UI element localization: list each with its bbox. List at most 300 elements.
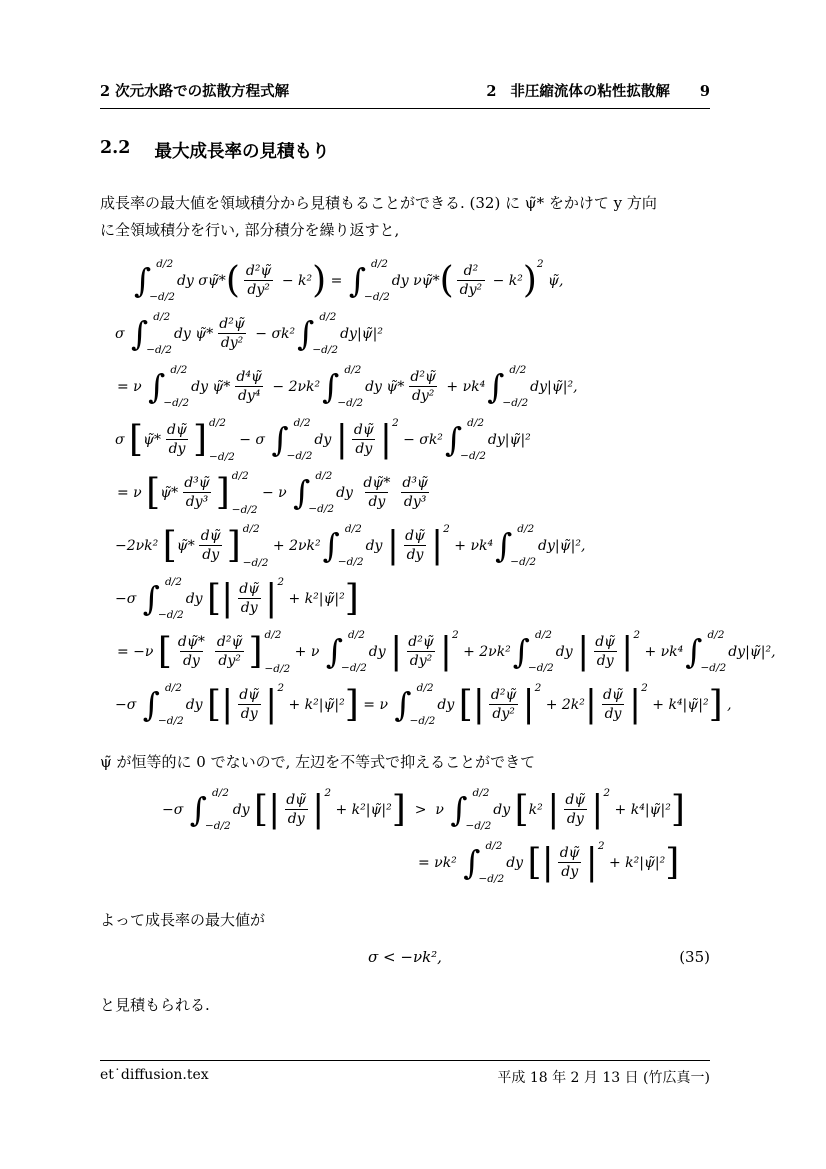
math-text: dy ψ̃* <box>173 325 214 342</box>
integral <box>131 310 172 358</box>
math-big-delimiter: ] <box>226 524 241 566</box>
math-big-delimiter: [ <box>162 524 177 566</box>
evaluation-upper-limit: d/2 <box>242 522 260 535</box>
integral-upper-limit: d/2 <box>517 522 535 535</box>
math-fraction <box>216 315 248 352</box>
math-text: dy <box>314 431 336 448</box>
integral <box>190 786 231 834</box>
math-big-delimiter: | <box>221 577 234 619</box>
integral-limits <box>528 628 554 675</box>
math-fraction <box>557 844 583 881</box>
integral-upper-limit: d/2 <box>156 257 174 270</box>
equation-line-8 <box>117 628 776 676</box>
math-big-delimiter: ( <box>225 259 240 301</box>
fraction-denominator: dy⁴ <box>235 386 263 405</box>
math-big-delimiter: ] <box>670 788 685 830</box>
intro-paragraph-line1: 成長率の最大値を領域積分から見積もることができる. (32) に ψ̃* をかけて y 方向 <box>100 194 657 212</box>
math-text: ψ̃* <box>143 431 162 448</box>
fraction-denominator: dy <box>558 862 581 881</box>
fraction-denominator: dy <box>180 651 203 670</box>
math-text: + 2νk² <box>268 537 321 554</box>
math-fraction <box>407 368 439 405</box>
header-left-title: 2 次元水路での拡散方程式解 <box>100 83 290 100</box>
integral-lower-limit: −d/2 <box>337 556 364 569</box>
math-fraction <box>399 474 431 511</box>
math-text: dy <box>185 590 208 607</box>
integral <box>445 416 486 464</box>
equation-line-9 <box>115 681 732 729</box>
fraction-numerator: dψ̃ <box>559 845 580 862</box>
integral <box>513 628 554 676</box>
math-text: dy <box>437 696 459 713</box>
integral-sign-icon: ∫ <box>685 632 703 672</box>
integral-limits <box>204 786 231 833</box>
integral-limits <box>460 416 486 463</box>
integral <box>297 310 338 358</box>
fraction-numerator: dψ̃ <box>239 686 260 703</box>
math-text: dy <box>185 696 208 713</box>
integral <box>323 522 364 570</box>
integral-sign-icon: ∫ <box>495 526 513 566</box>
integral <box>134 257 175 305</box>
math-superscript: 2 <box>597 839 605 852</box>
math-big-delimiter: ) <box>312 259 327 301</box>
integral <box>271 416 312 464</box>
math-text: dy|ψ̃|² <box>487 431 531 448</box>
integral-upper-limit: d/2 <box>535 628 552 641</box>
math-text: ψ̃* <box>176 537 195 554</box>
integral-upper-limit: d/2 <box>472 786 490 799</box>
math-superscript: 2 <box>534 681 542 694</box>
integral-sign-icon: ∫ <box>463 843 481 883</box>
equation-block <box>100 257 776 729</box>
fraction-denominator: dy <box>166 439 189 458</box>
math-big-delimiter: | <box>577 630 590 672</box>
fraction-denominator: dy³ <box>401 492 429 511</box>
fraction-denominator: dy² <box>218 333 246 352</box>
math-text: dy σψ̃* <box>176 272 226 289</box>
math-fraction <box>236 686 262 723</box>
fraction-numerator: d³ψ̃ <box>184 474 210 491</box>
math-text: = <box>326 272 347 289</box>
equation-35-body: σ < −νk², <box>368 948 442 967</box>
integral-sign-icon: ∫ <box>325 632 344 672</box>
math-text: − 2νk² <box>267 378 321 395</box>
math-big-delimiter: ] <box>344 683 359 725</box>
fraction-numerator: dψ̃* <box>177 633 205 650</box>
equation-35 <box>100 948 710 972</box>
integral-upper-limit: d/2 <box>509 363 527 376</box>
integral <box>685 628 726 676</box>
integral-lower-limit: −d/2 <box>146 344 172 357</box>
math-text: dy <box>493 801 515 818</box>
fraction-denominator: dy <box>404 545 427 564</box>
fraction-denominator: dy <box>602 704 625 723</box>
math-fraction <box>243 262 275 299</box>
inequality-line-1 <box>162 786 710 834</box>
math-text: − k² <box>488 272 523 289</box>
math-big-delimiter: | <box>584 683 598 725</box>
evaluation-lower-limit: −d/2 <box>231 503 258 516</box>
integral-upper-limit: d/2 <box>153 310 171 323</box>
integral-sign-icon: ∫ <box>487 367 505 407</box>
integral <box>349 257 390 305</box>
integral-upper-limit: d/2 <box>170 363 188 376</box>
integral-limits <box>149 257 175 304</box>
integral-limits <box>157 575 184 622</box>
math-big-delimiter: ) <box>522 259 537 301</box>
integral <box>322 363 363 411</box>
integral <box>143 681 184 729</box>
integral-lower-limit: −d/2 <box>510 556 537 569</box>
fraction-numerator: d³ψ̃ <box>402 474 428 491</box>
footer-filename: et˙diffusion.tex <box>100 1067 209 1083</box>
fraction-numerator: dψ̃ <box>200 527 221 544</box>
math-big-delimiter: ] <box>344 577 359 619</box>
fraction-denominator: dy <box>564 809 587 828</box>
integral-limits <box>502 363 529 410</box>
integral-upper-limit: d/2 <box>293 416 311 429</box>
integral-upper-limit: d/2 <box>416 681 434 694</box>
math-fraction <box>233 368 265 405</box>
math-big-delimiter: | <box>431 524 444 566</box>
integral-lower-limit: −d/2 <box>308 503 335 516</box>
integral-upper-limit: d/2 <box>707 628 725 641</box>
integral-limits <box>312 310 339 357</box>
math-big-delimiter: | <box>265 683 278 725</box>
math-big-delimiter: | <box>265 577 278 619</box>
math-text: + k⁴|ψ̃|² <box>610 801 671 818</box>
fraction-numerator: dψ̃ <box>603 686 623 703</box>
equation-line-3 <box>117 363 710 411</box>
math-big-delimiter: | <box>268 788 281 830</box>
integral <box>326 628 367 676</box>
section-number: 2.2 <box>100 138 131 158</box>
math-text: − σk² <box>250 325 296 342</box>
evaluation-lower-limit: −d/2 <box>242 556 269 569</box>
integral-upper-limit: d/2 <box>467 416 485 429</box>
math-text: + νk⁴ <box>441 378 486 395</box>
math-text: dy νψ̃* <box>391 272 440 289</box>
integral-sign-icon: ∫ <box>142 685 160 725</box>
math-fraction <box>351 421 377 458</box>
math-text: + νk⁴ <box>449 537 494 554</box>
math-text: σ <box>115 325 130 342</box>
math-big-delimiter: ] <box>215 471 230 513</box>
evaluation-upper-limit: d/2 <box>231 469 249 482</box>
integral-limits <box>337 522 364 569</box>
evaluation-limits <box>243 523 269 569</box>
integral-lower-limit: −d/2 <box>163 397 190 410</box>
math-text: − σ <box>234 431 270 448</box>
fraction-denominator: dy² <box>457 280 485 299</box>
integral-lower-limit: −d/2 <box>204 820 231 833</box>
fraction-numerator: d²ψ̃ <box>408 633 434 650</box>
integral-limits <box>510 522 537 569</box>
closing-paragraph: と見積もられる. <box>100 996 210 1015</box>
fraction-numerator: d²ψ̃ <box>219 315 245 332</box>
math-big-delimiter: ] <box>248 630 263 672</box>
equation-line-2 <box>115 310 710 358</box>
math-text: dy|ψ̃|², <box>530 378 578 395</box>
integral-limits <box>700 628 727 675</box>
evaluation-limits <box>209 417 235 463</box>
math-big-delimiter: | <box>585 841 598 883</box>
integral-limits <box>364 257 390 304</box>
math-big-delimiter: ] <box>665 841 680 883</box>
evaluation-upper-limit: d/2 <box>209 416 226 429</box>
fraction-numerator: dψ̃ <box>595 633 616 650</box>
math-text: + ν <box>290 643 324 660</box>
fraction-denominator: dy³ <box>183 492 211 511</box>
math-text: −σ <box>115 590 141 607</box>
math-superscript: 2 <box>324 786 331 799</box>
integral-sign-icon: ∫ <box>444 420 463 460</box>
integral-sign-icon: ∫ <box>322 367 340 407</box>
integral-limits <box>163 363 190 410</box>
math-text: dy <box>336 484 358 501</box>
integral-limits <box>409 681 436 728</box>
fraction-denominator: dy <box>365 492 388 511</box>
integral-sign-icon: ∫ <box>394 685 412 725</box>
math-text: dy <box>555 643 578 660</box>
math-text: dy <box>232 801 255 818</box>
evaluation-limits <box>232 470 258 516</box>
integral-upper-limit: d/2 <box>344 363 362 376</box>
integral-lower-limit: −d/2 <box>460 450 486 463</box>
evaluation-limits <box>264 629 290 675</box>
math-text: σ <box>115 431 130 448</box>
integral-lower-limit: −d/2 <box>157 609 184 622</box>
math-text: −2νk² <box>115 537 163 554</box>
math-fraction <box>198 527 224 564</box>
integral-limits <box>308 469 335 516</box>
math-fraction <box>592 633 618 670</box>
math-text: + k²|ψ̃|² <box>604 854 666 871</box>
math-big-delimiter: | <box>522 683 535 725</box>
integral-lower-limit: −d/2 <box>157 715 184 728</box>
fraction-denominator: dy <box>238 704 261 723</box>
math-big-delimiter: | <box>541 841 554 883</box>
integral-upper-limit: d/2 <box>319 310 337 323</box>
integral-lower-limit: −d/2 <box>478 873 505 886</box>
integral-lower-limit: −d/2 <box>700 662 727 675</box>
integral-sign-icon: ∫ <box>297 314 315 354</box>
integral-upper-limit: d/2 <box>164 681 182 694</box>
equation-line-4 <box>115 416 710 464</box>
math-big-delimiter: ] <box>391 788 406 830</box>
integral-upper-limit: d/2 <box>344 522 362 535</box>
fraction-denominator: dy² <box>409 386 437 405</box>
integral-sign-icon: ∫ <box>322 526 340 566</box>
math-big-delimiter: | <box>621 630 634 672</box>
math-big-delimiter: | <box>379 418 392 460</box>
fraction-numerator: d⁴ψ̃ <box>236 368 262 385</box>
integral <box>487 363 528 411</box>
math-big-delimiter: | <box>629 683 642 725</box>
integral-lower-limit: −d/2 <box>465 820 492 833</box>
running-header <box>100 80 710 109</box>
math-fraction <box>214 633 246 670</box>
math-fraction <box>175 633 208 670</box>
math-text: k² <box>528 801 548 818</box>
math-text: dy|ψ̃|², <box>538 537 586 554</box>
math-superscript: 2 <box>443 522 450 535</box>
integral-lower-limit: −d/2 <box>502 397 529 410</box>
evaluation-lower-limit: −d/2 <box>264 662 291 675</box>
fraction-numerator: dψ̃ <box>353 421 374 438</box>
math-text: = ν <box>117 484 147 501</box>
equation-line-5 <box>117 469 710 517</box>
equation-35-number: (35) <box>679 948 710 967</box>
math-big-delimiter: | <box>390 630 403 672</box>
evaluation-lower-limit: −d/2 <box>209 450 235 463</box>
fraction-denominator: dy <box>238 598 261 617</box>
math-text: dy|ψ̃|², <box>728 643 776 660</box>
math-text: = νk² <box>418 854 462 871</box>
evaluation-upper-limit: d/2 <box>264 628 282 641</box>
intro-paragraph <box>100 190 710 245</box>
math-superscript: 2 <box>391 416 399 429</box>
header-right <box>486 80 710 101</box>
math-superscript: 2 <box>641 681 648 694</box>
math-text: −σ <box>115 696 141 713</box>
math-big-delimiter: | <box>591 788 604 830</box>
math-big-delimiter: [ <box>207 577 222 619</box>
section-title: 最大成長率の見積もり <box>154 142 330 162</box>
intro-paragraph-line2: に全領域積分を行い, 部分積分を繰り返すと, <box>100 221 400 240</box>
integral-limits <box>146 310 172 357</box>
result-intro-paragraph: よって成長率の最大値が <box>100 910 266 929</box>
fraction-numerator: dψ̃* <box>363 474 391 491</box>
fraction-denominator: dy² <box>244 280 272 299</box>
math-big-delimiter: ] <box>708 683 723 725</box>
inequality-block <box>100 786 710 887</box>
fraction-denominator: dy² <box>215 651 243 670</box>
math-text: −σ <box>162 801 188 818</box>
math-fraction <box>562 791 588 828</box>
math-fraction <box>283 791 309 828</box>
math-text: ψ̃, <box>543 272 564 289</box>
math-text: dy <box>365 537 387 554</box>
fraction-numerator: d²ψ̃ <box>245 262 272 279</box>
integral-sign-icon: ∫ <box>148 367 166 407</box>
integral-sign-icon: ∫ <box>512 632 530 672</box>
integral-sign-icon: ∫ <box>189 790 207 830</box>
integral-limits <box>341 628 367 675</box>
integral-upper-limit: d/2 <box>371 257 388 270</box>
footer-date: 平成 18 年 2 月 13 日 (竹広真一) <box>497 1070 710 1086</box>
fraction-numerator: d² <box>463 262 479 279</box>
integral-upper-limit: d/2 <box>164 575 182 588</box>
fraction-numerator: d²ψ̃ <box>490 686 517 703</box>
math-fraction <box>181 474 213 511</box>
math-big-delimiter: | <box>335 418 348 460</box>
fraction-numerator: dψ̃ <box>167 421 187 438</box>
integral-limits <box>478 839 505 886</box>
integral <box>143 575 184 623</box>
integral-upper-limit: d/2 <box>211 786 229 799</box>
math-big-delimiter: [ <box>514 788 529 830</box>
integral-lower-limit: −d/2 <box>337 397 364 410</box>
fraction-numerator: dψ̃ <box>565 792 586 809</box>
header-section-title: 非圧縮流体の粘性拡散解 <box>510 83 670 100</box>
integral-limits <box>337 363 364 410</box>
math-big-delimiter: | <box>386 524 400 566</box>
equation-line-7 <box>115 575 710 623</box>
math-text: + k⁴|ψ̃|² <box>647 696 709 713</box>
integral-lower-limit: −d/2 <box>286 450 313 463</box>
math-text: dy ψ̃* <box>191 378 231 395</box>
math-fraction <box>405 633 437 670</box>
math-fraction <box>402 527 428 564</box>
math-big-delimiter: [ <box>207 683 222 725</box>
math-text: + k²|ψ̃|² <box>284 696 345 713</box>
header-section-number: 2 <box>486 83 497 100</box>
math-fraction <box>164 421 190 458</box>
math-fraction <box>457 262 485 299</box>
fraction-numerator: dψ̃ <box>405 527 426 544</box>
equation-line-6 <box>115 522 710 570</box>
fraction-numerator: d²ψ̃ <box>216 633 243 650</box>
fraction-denominator: dy <box>594 651 617 670</box>
integral <box>463 839 504 887</box>
fraction-denominator: dy² <box>407 651 435 670</box>
math-text: − ν <box>257 484 292 501</box>
math-text: dy <box>368 643 391 660</box>
fraction-denominator: dy <box>199 545 222 564</box>
fraction-numerator: d²ψ̃ <box>410 368 436 385</box>
math-text: + k²|ψ̃|² <box>284 590 345 607</box>
math-big-delimiter: ] <box>193 418 208 460</box>
integral-lower-limit: −d/2 <box>312 344 339 357</box>
math-superscript: 2 <box>536 257 544 270</box>
math-big-delimiter: [ <box>129 418 144 460</box>
math-text: + νk⁴ <box>640 643 684 660</box>
integral-limits <box>286 416 313 463</box>
math-big-delimiter: [ <box>157 630 172 672</box>
math-text: − k² <box>277 272 313 289</box>
integral-sign-icon: ∫ <box>131 314 149 354</box>
math-superscript: 2 <box>633 628 640 641</box>
integral-sign-icon: ∫ <box>142 579 160 619</box>
math-text: = ν <box>117 378 147 395</box>
integral-upper-limit: d/2 <box>348 628 365 641</box>
integral <box>394 681 435 729</box>
integral <box>148 363 189 411</box>
integral-sign-icon: ∫ <box>134 261 152 301</box>
equation-line-1 <box>132 257 710 305</box>
integral-sign-icon: ∫ <box>450 790 468 830</box>
math-superscript: 2 <box>451 628 459 641</box>
math-text: + 2k² <box>541 696 585 713</box>
integral <box>293 469 334 517</box>
math-fraction <box>600 686 626 723</box>
math-big-delimiter: [ <box>254 788 269 830</box>
mid-paragraph: ψ̃ が恒等的に 0 でないので, 左辺を不等式で抑えることができて <box>100 752 536 771</box>
math-big-delimiter: | <box>221 683 234 725</box>
math-big-delimiter: ( <box>439 259 454 301</box>
math-big-delimiter: | <box>439 630 452 672</box>
integral-lower-limit: −d/2 <box>149 291 175 304</box>
integral <box>495 522 536 570</box>
math-text: , <box>722 696 732 713</box>
math-superscript: 2 <box>277 681 284 694</box>
fraction-numerator: dψ̃ <box>286 792 307 809</box>
integral-sign-icon: ∫ <box>293 473 311 513</box>
math-text: = ν <box>358 696 393 713</box>
fraction-denominator: dy <box>352 439 375 458</box>
